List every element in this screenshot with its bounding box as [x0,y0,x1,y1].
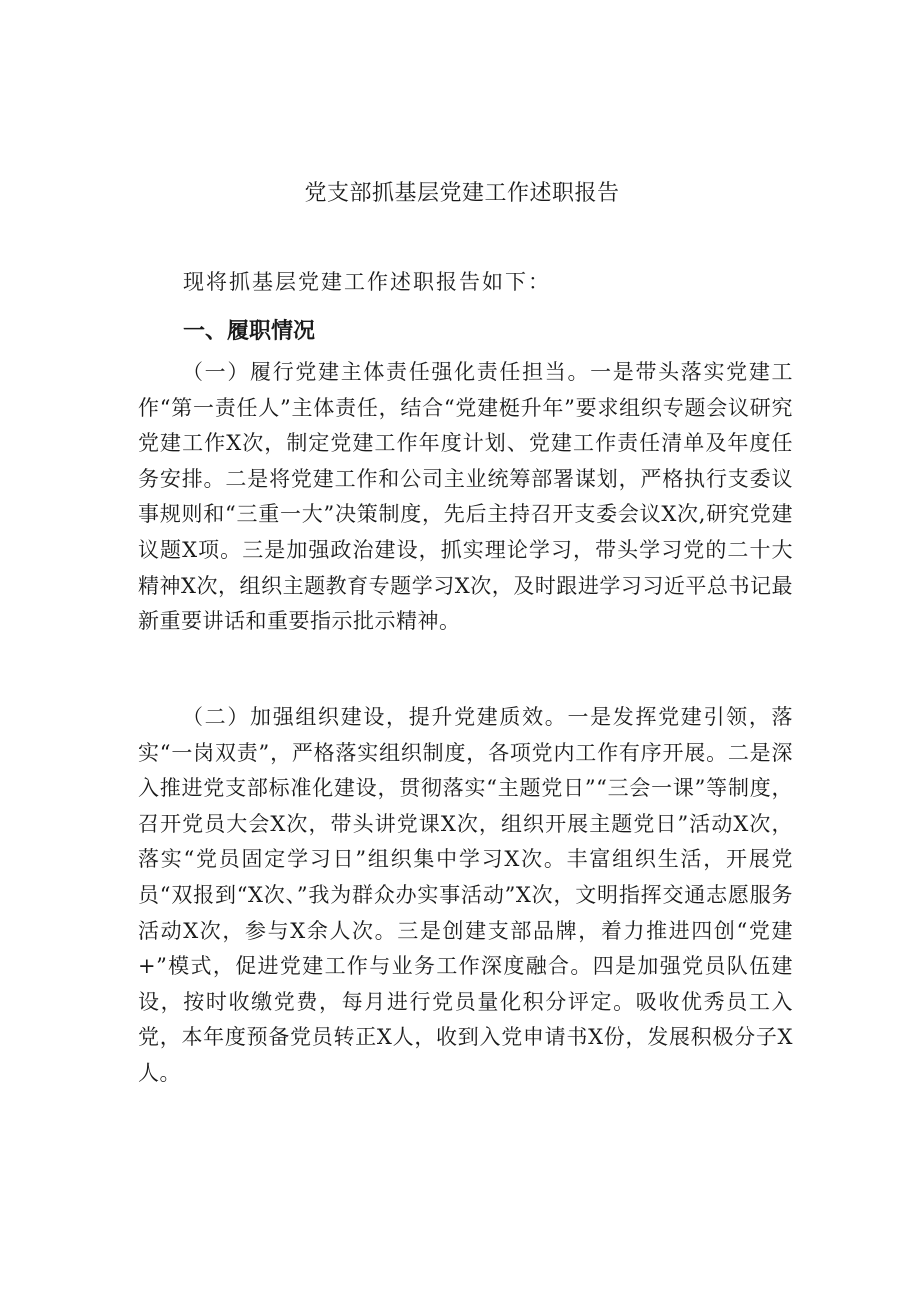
document-title: 党支部抓基层党建工作述职报告 [304,181,620,206]
section-heading: 一、履职情况 [183,319,316,344]
intro-text: 现将抓基层党建工作述职报告如下： [183,270,551,294]
paragraph-responsibility: （一）履行党建主体责任强化责任担当。一是带头落实党建工作“第一责任人”主体责任，结合“党建梃升年”要求组织专题会议研究党建工作X次，制定党建工作年度计划、党建工作责任清单及年度任务安排。二是将党建工作和公司主业统筹部署谋划，严格执行支委议事规则和“三重一大”决策制度，先后主持召开支委会议X次,研究党建议题X项。三是加强政治建设，抓实理论学习，带头学习党的二十大精神X次，组织主题教育专题学习X次，及时跟进学习习近平总书记最新重要讲话和重要指示批示精神。 [138,360,793,634]
paragraph-organization: （二）加强组织建设，提升党建质效。一是发挥党建引领，落实“一岗双责”，严格落实组织制度，各项党内工作有序开展。二是深入推进党支部标准化建设，贯彻落实“主题党日”“三会一课”等制度，召开党员大会X次，带头讲党课X次，组织开展主题党日”活动X次，落实“党员固定学习日”组织集中学习X次。丰富组织生活，开展党员“双报到“X次、”我为群众办实事活动”X次，文明指挥交通志愿服务活动X次，参与X余人次。三是创建支部品牌，着力推进四创“党建+”模式，促进党建工作与业务工作深度融合。四是加强党员队伍建设，按时收缴党费，每月进行党员量化积分评定。吸收优秀员工入党，本年度预备党员转正X人，收到入党申请书X份，发展积极分子X人。 [138,705,793,1085]
